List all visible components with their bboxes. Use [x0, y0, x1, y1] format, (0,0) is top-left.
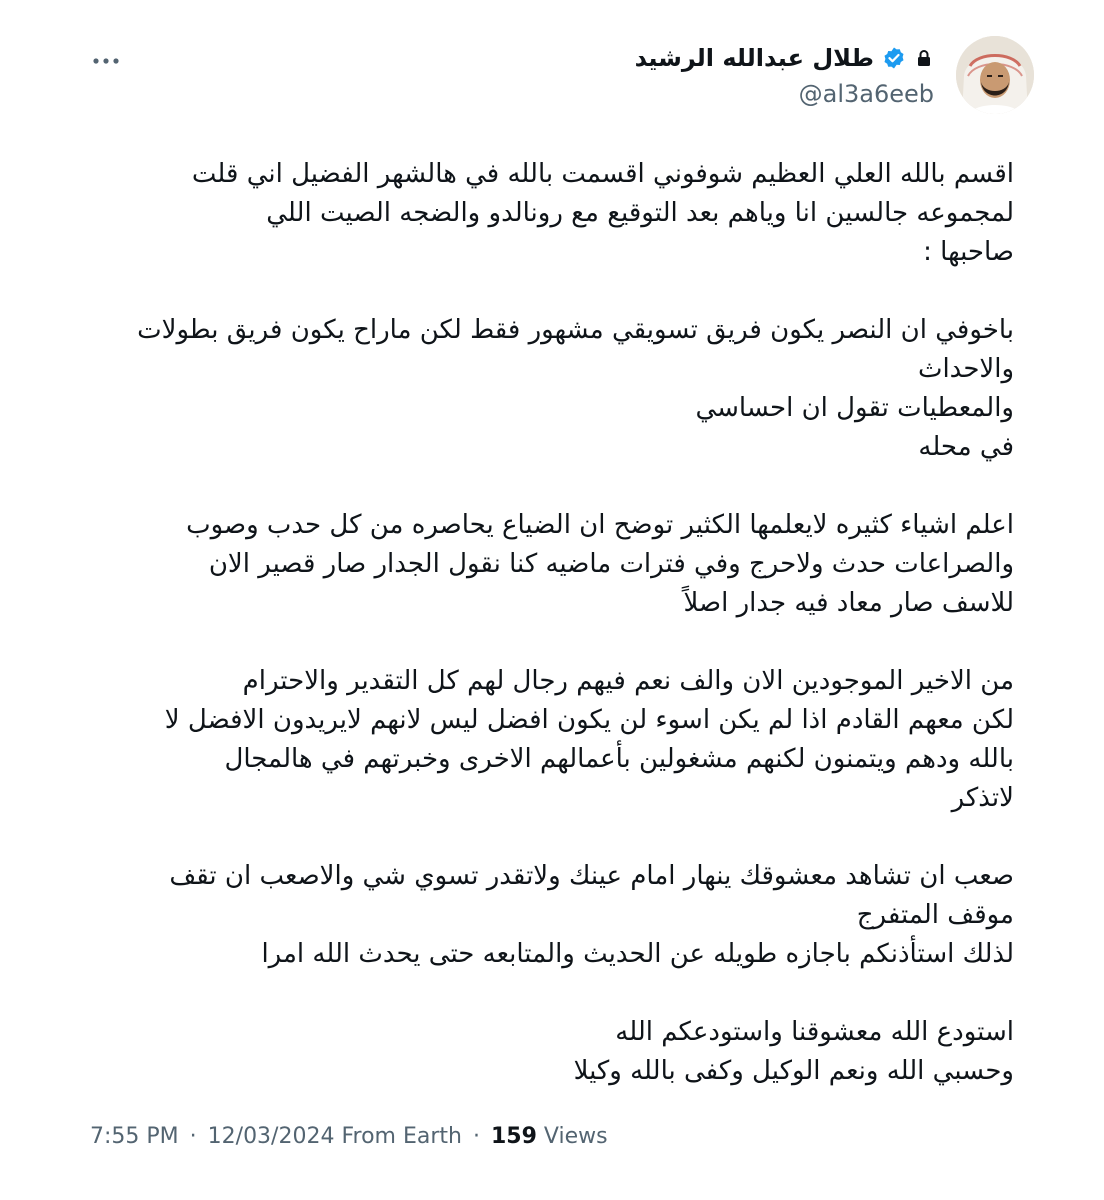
- tweet-line: بالله ودهم ويتمنون لكنهم مشغولين بأعمالهم الاخرى وخبرتهم في هالمجال: [224, 744, 1014, 774]
- tweet-paragraph: [90, 1013, 1014, 1091]
- more-options-button[interactable]: [86, 46, 126, 76]
- lock-icon: [914, 48, 934, 68]
- tweet-line: والمعطيات تقول ان احساسي: [695, 393, 1014, 423]
- user-handle[interactable]: @al3a6eeb: [798, 80, 934, 108]
- tweet-line: اعلم اشياء كثيره لايعلمها الكثير توضح ان الضياع يحاصره من كل حدب وصوب: [186, 510, 1014, 540]
- tweet-meta: [90, 1124, 608, 1149]
- tweet-header: [90, 36, 1014, 118]
- views-count: 159: [490, 1124, 537, 1149]
- tweet-line: والاحداث: [917, 354, 1014, 384]
- tweet-paragraph: [90, 155, 1014, 272]
- tweet-paragraph: [90, 857, 1014, 974]
- tweet-line: صعب ان تشاهد معشوقك ينهار امام عينك ولاتقدر تسوي شي والاصعب ان تقف: [169, 861, 1014, 891]
- tweet-line: للاسف صار معاد فيه جدار اصلاً: [683, 588, 1014, 618]
- tweet-line: موقف المتفرج: [856, 900, 1014, 930]
- tweet-line: لكن معهم القادم اذا لم يكن اسوء لن يكون افضل ليس لانهم لايريدون الافضل لا: [164, 705, 1014, 735]
- tweet-line: استودع الله معشوقنا واستودعكم الله: [615, 1017, 1014, 1047]
- avatar[interactable]: [956, 36, 1034, 114]
- tweet-line: والصراعات حدث ولاحرج وفي فترات ماضيه كنا نقول الجدار صار قصير الان: [208, 549, 1014, 579]
- tweet-source: From Earth: [341, 1124, 462, 1149]
- tweet-line: باخوفي ان النصر يكون فريق تسويقي مشهور فقط لكن ماراح يكون فريق بطولات: [137, 315, 1014, 345]
- tweet-line: وحسبي الله ونعم الوكيل وكفى بالله وكيلا: [573, 1056, 1014, 1086]
- tweet-paragraph: [90, 311, 1014, 467]
- tweet-line: صاحبها :: [923, 237, 1014, 267]
- tweet-paragraph: [90, 662, 1014, 818]
- tweet-line: لمجموعه جالسين انا وياهم بعد التوقيع مع رونالدو والضجه الصيت اللي: [266, 198, 1014, 228]
- tweet-date[interactable]: 12/03/2024: [207, 1124, 335, 1149]
- tweet-text: [90, 155, 1014, 1091]
- tweet-time[interactable]: 7:55 PM: [90, 1124, 179, 1149]
- more-dots-icon: [92, 57, 120, 65]
- avatar-image: [956, 36, 1034, 114]
- tweet-line: لاتذكر: [951, 783, 1014, 813]
- meta-separator: ·: [472, 1124, 480, 1149]
- views-label: Views: [543, 1124, 608, 1149]
- meta-separator: ·: [189, 1124, 197, 1149]
- tweet-line: لذلك استأذنكم باجازه طويله عن الحديث والمتابعه حتى يحدث الله امرا: [261, 939, 1014, 969]
- tweet-line: في محله: [918, 432, 1014, 462]
- tweet-line: اقسم بالله العلي العظيم شوفوني اقسمت بالله في هالشهر الفضيل اني قلت: [191, 159, 1014, 189]
- display-name[interactable]: طلال عبدالله الرشيد: [634, 44, 874, 72]
- name-row: [635, 44, 934, 72]
- verified-badge-icon: [882, 46, 906, 70]
- tweet-paragraph: [90, 506, 1014, 623]
- tweet-line: من الاخير الموجودين الان والف نعم فيهم رجال لهم كل التقدير والاحترام: [242, 666, 1014, 696]
